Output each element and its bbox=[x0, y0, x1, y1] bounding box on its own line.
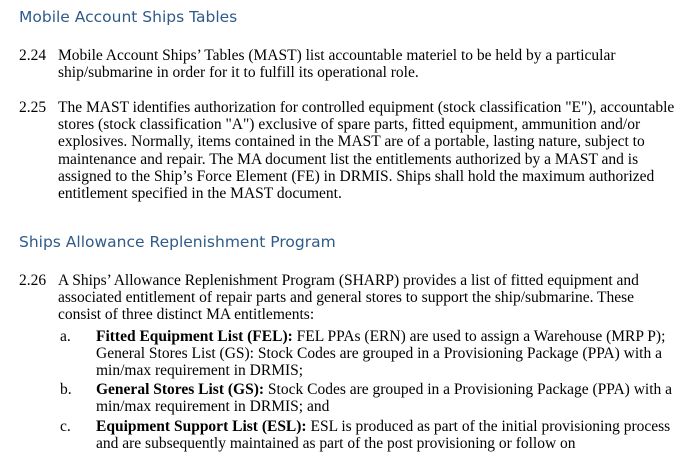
list-item-text bbox=[96, 328, 685, 380]
list-item-gs bbox=[60, 381, 685, 415]
paragraph-number: 2.25 bbox=[19, 99, 47, 116]
paragraph-2-24 bbox=[19, 47, 679, 81]
paragraph-text: A Ships’ Allowance Replenishment Program (SHARP) provides a list of fitted equipment and associated entitlement of repair parts and general stores to support the ship/submarine. These consist of three distinct MA entitlements: bbox=[58, 272, 639, 324]
list-letter: b. bbox=[60, 381, 72, 398]
section-heading-sharp: Ships Allowance Replenishment Program bbox=[19, 233, 336, 251]
paragraph-text: Mobile Account Ships’ Tables (MAST) list accountable materiel to be held by a particular ship/submarine in order for it to fulfill its operational role. bbox=[58, 47, 616, 82]
list-letter: a. bbox=[60, 328, 71, 345]
paragraph-number: 2.24 bbox=[19, 47, 47, 64]
section-heading-mast: Mobile Account Ships Tables bbox=[19, 8, 238, 26]
paragraph-2-26 bbox=[19, 272, 679, 324]
list-item-esl bbox=[60, 418, 685, 452]
list-item-text bbox=[96, 381, 685, 415]
paragraph-2-25 bbox=[19, 99, 679, 202]
list-term: General Stores List (GS): bbox=[96, 381, 265, 398]
list-letter: c. bbox=[60, 418, 71, 435]
list-term: Equipment Support List (ESL): bbox=[96, 418, 307, 435]
paragraph-number: 2.26 bbox=[19, 272, 47, 289]
list-item-fel bbox=[60, 328, 685, 380]
list-term: Fitted Equipment List (FEL): bbox=[96, 328, 293, 345]
paragraph-text: The MAST identifies authorization for controlled equipment (stock classification "E"), accountable stores (stock classification "A") exclusive of spare parts, fitted equipment, ammunition and/or explosives. Normally, items contained in the MAST are of a portable, lasting nature, subject to maintenance and repair. The MA document list the entitlements authorized by a MAST and is assigned to the Ship’s Force Element (FE) in DRMIS. Ships shall hold the maximum authorized entitlement specified in the MAST document. bbox=[58, 99, 675, 203]
list-description: ESL is produced as part of the initial provisioning process and are subsequently maintained as part of the post provisioning or follow on bbox=[96, 418, 671, 453]
list-item-text bbox=[96, 418, 685, 452]
list-description: Stock Codes are grouped in a Provisioning Package (PPA) with a min/max requirement in DRMIS; and bbox=[96, 381, 673, 416]
list-description: FEL PPAs (ERN) are used to assign a Warehouse (MRP P); General Stores List (GS): Stock Codes are grouped in a Provisioning Package (PPA) with a min/max requirement in DRMIS; bbox=[96, 328, 666, 380]
